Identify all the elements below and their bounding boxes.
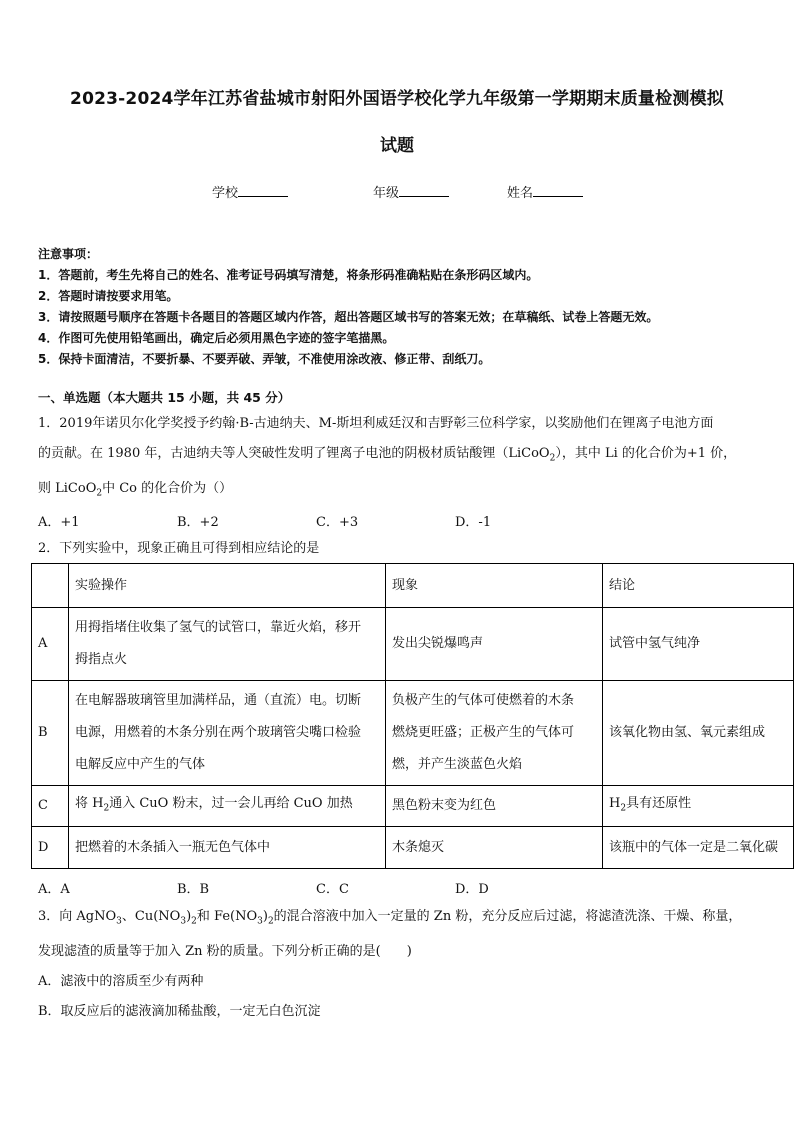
question-1-line: 1．2019年诺贝尔化学奖授予约翰·B-古迪纳夫、M-斯坦利威廷汉和吉野彰三位科学家，以奖励他们在锂离子电池方面 [38,416,714,431]
name-label: 姓名 [507,186,534,201]
row-label: D [32,827,69,869]
operation-cell: 将 $H_2$通入 CuO 粉末，过一会儿再给 CuO 加热 [69,786,386,827]
question-2-options [38,878,594,897]
phenomenon-cell: 木条熄灭 [386,827,603,869]
table-header-cell: 结论 [603,564,794,608]
school-blank[interactable] [238,184,288,197]
phenomenon-cell: 负极产生的气体可使燃着的木条 燃烧更旺盛；正极产生的气体可 燃，并产生淡蓝色火焰 [386,681,603,786]
experiment-table [31,563,794,869]
option-a[interactable]: A．A [38,882,70,897]
option-b[interactable]: B．+2 [177,515,219,530]
question-1-options [38,511,594,530]
operation-cell: 把燃着的木条插入一瓶无色气体中 [69,827,386,869]
table-row [32,608,794,681]
question-1 [38,409,736,508]
school-field [212,182,288,201]
option-b[interactable]: B．取反应后的滤液滴加稀盐酸，一定无白色沉淀 [38,1003,321,1019]
grade-field [373,182,449,201]
grade-blank[interactable] [399,184,449,197]
option-d[interactable]: D．D [455,882,489,897]
phenomenon-cell: 黑色粉末变为红色 [386,786,603,827]
option-b[interactable]: B．B [177,882,210,897]
notice-item: 4．作图可先使用铅笔画出，确定后必须用黑色字迹的签字笔描黑。 [38,331,395,345]
section-heading: 一、单选题（本大题共 15 小题，共 45 分） [38,390,291,405]
table-header-cell: 现象 [386,564,603,608]
question-2-stem: 2．下列实验中，现象正确且可得到相应结论的是 [38,541,320,556]
table-header-row [32,564,794,608]
notice-item: 5．保持卡面清洁，不要折暴、不要弄破、弄皱，不准使用涂改液、修正带、刮纸刀。 [38,352,491,366]
notice-block [38,244,658,370]
question-1-line: 的贡献。在 1980 年，古迪纳夫等人突破性发明了锂离子电池的阴极材质钴酸锂（LiCoO$_2$），其中 Li 的化合价为+1 价， [38,446,737,464]
table-header-cell [32,564,69,608]
page-title-line1: 2023-2024学年江苏省盐城市射阳外国语学校化学九年级第一学期期末质量检测模拟 [70,89,724,109]
row-label: C [32,786,69,827]
option-a[interactable]: A．滤液中的溶质至少有两种 [38,973,204,989]
row-label: A [32,608,69,681]
conclusion-cell: 试管中氢气纯净 [603,608,794,681]
notice-item: 1．答题前，考生先将自己的姓名、准考证号码填写清楚，将条形码准确粘贴在条形码区域内。 [38,268,539,282]
school-label: 学校 [212,186,239,201]
question-3 [38,902,741,1027]
table-header-cell: 实验操作 [69,564,386,608]
name-field [507,182,583,201]
table-row [32,827,794,869]
notice-item: 3．请按照题号顺序在答题卡各题目的答题区域内作答，超出答题区域书写的答案无效；在草稿纸、试卷上答题无效。 [38,310,659,324]
question-3-line: 3．向 AgNO$_3$、$Cu(NO_3)_2$和 $Fe(NO_3)_2$的混合溶液中加入一定量的 Zn 粉，充分反应后过滤，将滤渣洗涤、干燥、称量， [38,909,742,927]
question-1-line: 则 LiCoO$_2$中 Co 的化合价为（） [38,480,233,499]
conclusion-cell: $H_2$具有还原性 [603,786,794,827]
phenomenon-cell: 发出尖锐爆鸣声 [386,608,603,681]
grade-label: 年级 [373,186,400,201]
operation-cell: 在电解器玻璃管里加满样品，通（直流）电。切断 电源，用燃着的木条分别在两个玻璃管尖嘴口检验 电解反应中产生的气体 [69,681,386,786]
conclusion-cell: 该氧化物由氢、氧元素组成 [603,681,794,786]
name-blank[interactable] [533,184,583,197]
notice-item: 2．答题时请按要求用笔。 [38,289,179,303]
page-title-line2: 试题 [380,136,414,156]
option-c[interactable]: C．C [316,882,349,897]
question-3-line: 发现滤渣的质量等于加入 Zn 粉的质量。下列分析正确的是( ) [38,943,412,959]
operation-cell: 用拇指堵住收集了氢气的试管口，靠近火焰，移开 拇指点火 [69,608,386,681]
option-a[interactable]: A．+1 [38,515,80,530]
table-row [32,786,794,827]
option-d[interactable]: D．-1 [455,515,492,530]
conclusion-cell: 该瓶中的气体一定是二氧化碳 [603,827,794,869]
row-label: B [32,681,69,786]
table-row [32,681,794,786]
notice-heading: 注意事项： [38,247,99,261]
option-c[interactable]: C．+3 [316,515,359,530]
